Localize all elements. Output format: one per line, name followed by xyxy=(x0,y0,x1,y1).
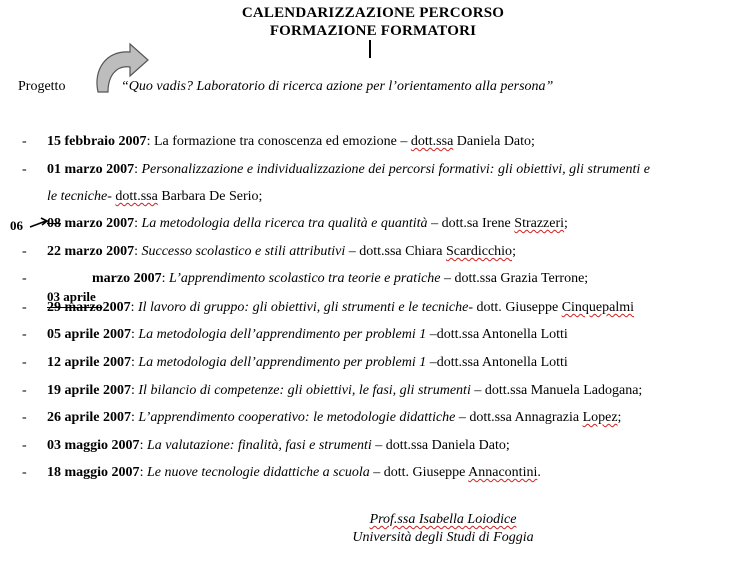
list-dash: - xyxy=(22,271,27,286)
entry-speaker: Antonella Lotti xyxy=(481,327,568,342)
page-title-line-2: FORMAZIONE FORMATORI xyxy=(269,23,477,39)
entry-topic: La metodologia dell’apprendimento per problemi 1 xyxy=(138,355,427,370)
entry-date: 12 aprile 2007 xyxy=(47,355,131,370)
list-dash: - xyxy=(22,162,27,177)
entry-topic: La metodologia dell’apprendimento per problemi 1 xyxy=(138,327,427,342)
list-dash: - xyxy=(22,383,27,398)
entry-date: marzo 2007 xyxy=(64,216,135,231)
signature-name: Prof.ssa Isabella Loiodice xyxy=(369,512,517,527)
speaker-prefix: dott.ssa xyxy=(469,410,512,425)
entry-topic: Successo scolastico e stili attributivi xyxy=(141,244,346,259)
list-dash: - xyxy=(22,410,27,425)
entry-date-struck: 29 marzo xyxy=(47,300,103,315)
entry-date: 05 aprile 2007 xyxy=(47,327,131,342)
entry-speaker-surname: Annacontini xyxy=(468,465,538,480)
entry-topic: Personalizzazione e individualizzazione dei percorsi formativi: gli obiettivi, gli strumenti e xyxy=(141,162,650,177)
speaker-prefix: dott.ssa xyxy=(359,244,402,259)
list-dash: - xyxy=(22,300,27,315)
list-item-continuation: le tecniche- dott.ssa Barbara De Serio; xyxy=(47,189,263,204)
entry-speaker: Giuseppe xyxy=(505,300,559,315)
speaker-prefix: dott.ssa xyxy=(115,189,158,204)
entry-speaker: Irene xyxy=(482,216,511,231)
speaker-prefix: dott.ssa xyxy=(454,271,497,286)
entry-speaker-surname: Scardicchio xyxy=(445,244,513,259)
entry-speaker-surname: Cinquepalmi xyxy=(561,300,635,315)
entry-date: 19 aprile 2007 xyxy=(47,383,131,398)
entry-speaker-surname: Strazzeri xyxy=(514,216,565,231)
entry-topic: La metodologia della ricerca tra qualità e quantità xyxy=(141,216,428,231)
entry-speaker: Annagrazia xyxy=(514,410,580,425)
entry-date: 18 maggio 2007 xyxy=(47,465,140,480)
entry-speaker: Chiara xyxy=(405,244,443,259)
handwritten-arrow-icon xyxy=(28,215,52,233)
entry-topic: Le nuove tecnologie didattiche a scuola xyxy=(146,465,370,480)
entry-date: 26 aprile 2007 xyxy=(47,410,131,425)
text-cursor xyxy=(369,40,371,58)
entry-topic: L’apprendimento cooperativo: le metodologie didattiche xyxy=(138,410,456,425)
entry-date: 2007 xyxy=(102,300,131,315)
page-title-line-1: CALENDARIZZAZIONE PERCORSO xyxy=(241,5,505,21)
handwritten-note-06: 06 xyxy=(10,218,23,233)
entry-speaker: Manuela Ladogana xyxy=(530,383,639,398)
entry-topic: La formazione tra conoscenza ed emozione xyxy=(153,134,397,149)
speaker-prefix: dott. xyxy=(476,300,502,315)
entry-topic: Il bilancio di competenze: gli obiettivi, le fasi, gli strumenti xyxy=(138,383,471,398)
project-label: Progetto xyxy=(18,79,66,94)
entry-date: marzo 2007 xyxy=(92,271,162,286)
entry-speaker: Daniela Dato xyxy=(456,134,532,149)
speaker-prefix: dott.sa xyxy=(441,216,479,231)
entry-date-struck: 08 xyxy=(47,216,61,231)
entry-topic: Il lavoro di gruppo: gli obiettivi, gli strumenti e le tecniche xyxy=(137,300,469,315)
list-dash: - xyxy=(22,438,27,453)
entry-date: 01 marzo 2007 xyxy=(47,162,135,177)
entry-date: 15 febbraio 2007 xyxy=(47,134,147,149)
entry-date: 03 maggio 2007 xyxy=(47,438,140,453)
entry-speaker: Barbara De Serio xyxy=(161,189,259,204)
list-dash: - xyxy=(22,244,27,259)
handwritten-note-03-aprile: 03 aprile xyxy=(47,289,96,304)
list-dash: - xyxy=(22,327,27,342)
entry-speaker: Giuseppe xyxy=(412,465,466,480)
entry-date: 22 marzo 2007 xyxy=(47,244,135,259)
speaker-prefix: dott.ssa xyxy=(385,438,429,453)
entry-speaker-surname: Lopez xyxy=(582,410,618,425)
entry-topic-continuation: le tecniche xyxy=(47,189,108,204)
speaker-prefix: dott. xyxy=(383,465,410,480)
speaker-prefix: dott.ssa xyxy=(436,327,480,342)
signature-affiliation: Università degli Studi di Foggia xyxy=(352,530,534,545)
list-dash: - xyxy=(22,134,27,149)
list-dash: - xyxy=(22,465,27,480)
entry-topic: La valutazione: finalità, fasi e strumenti xyxy=(146,438,372,453)
entry-speaker: Daniela Dato xyxy=(431,438,506,453)
speaker-prefix: dott.ssa xyxy=(436,355,480,370)
speaker-prefix: dott.ssa xyxy=(484,383,528,398)
list-dash: - xyxy=(22,355,27,370)
project-name: “Quo vadis? Laboratorio di ricerca azione per l’orientamento alla persona” xyxy=(121,79,554,94)
entry-speaker: Antonella Lotti xyxy=(481,355,568,370)
entry-topic: L’apprendimento scolastico tra teorie e pratiche xyxy=(168,271,441,286)
speaker-prefix: dott.ssa xyxy=(410,134,454,149)
entry-speaker: Grazia Terrone xyxy=(500,271,585,286)
